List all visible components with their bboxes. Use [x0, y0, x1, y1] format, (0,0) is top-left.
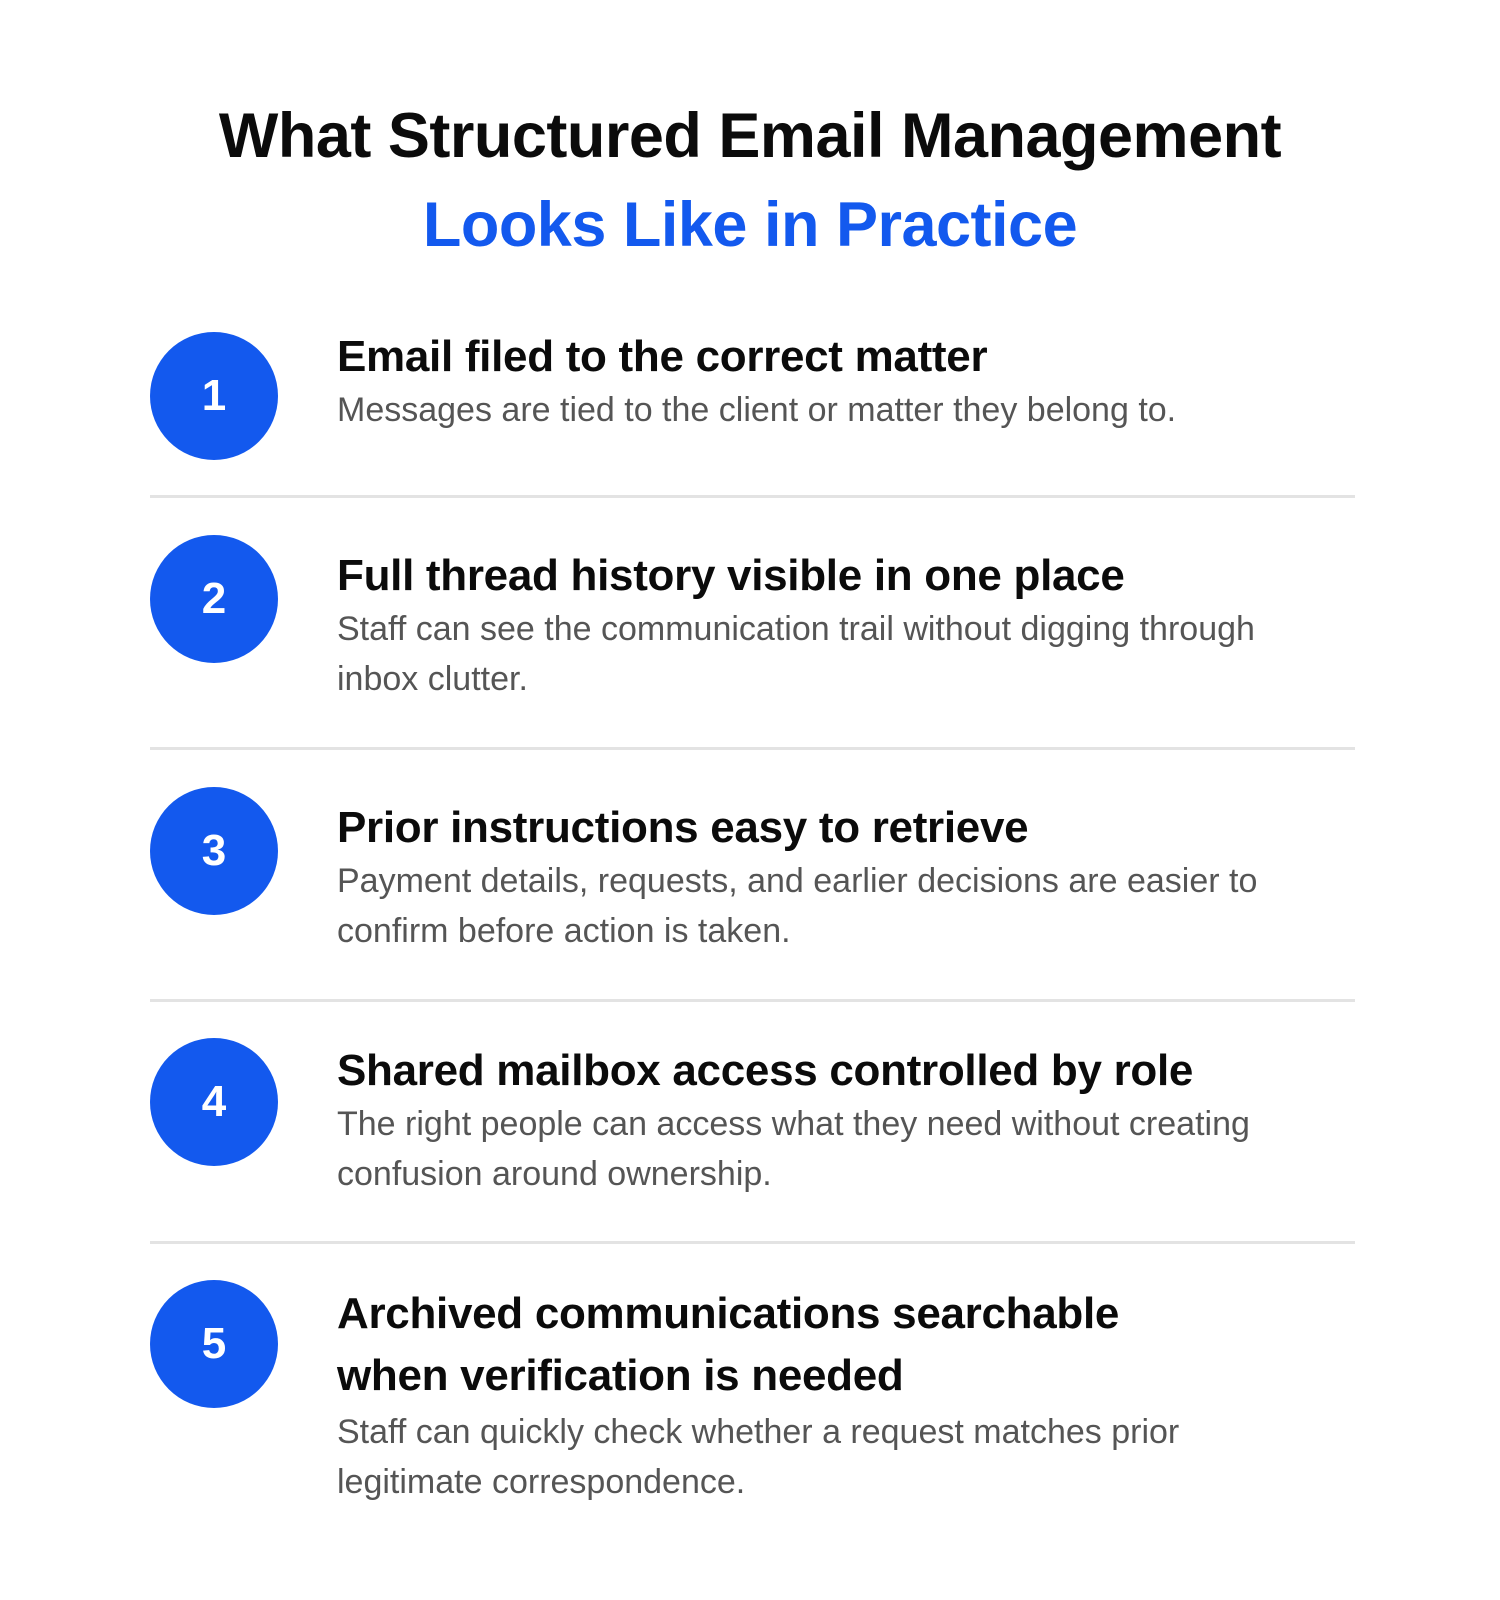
step-number-badge: 4	[150, 1038, 278, 1166]
item-description: Payment details, requests, and earlier decisions are easier to confirm before action is taken.	[337, 862, 1258, 950]
divider	[150, 495, 1355, 498]
step-number-badge: 5	[150, 1280, 278, 1408]
item-description: Messages are tied to the client or matter they belong to.	[337, 391, 1177, 429]
item-title: Shared mailbox access controlled by role	[337, 1046, 1194, 1095]
divider	[150, 747, 1355, 750]
step-number-badge: 2	[150, 535, 278, 663]
step-number-badge: 3	[150, 787, 278, 915]
item-description: Staff can see the communication trail without digging through inbox clutter.	[337, 610, 1255, 698]
page-title: What Structured Email Management	[218, 101, 1282, 171]
item-description: The right people can access what they need without creating confusion around ownership.	[337, 1105, 1250, 1193]
item-title: Archived communications searchable when verification is needed	[337, 1289, 1120, 1400]
item-title: Full thread history visible in one place	[337, 551, 1125, 600]
divider	[150, 1241, 1355, 1244]
item-title: Prior instructions easy to retrieve	[337, 803, 1029, 852]
item-description: Staff can quickly check whether a request matches prior legitimate correspondence.	[337, 1413, 1180, 1501]
page-subtitle: Looks Like in Practice	[422, 190, 1078, 260]
step-number-badge: 1	[150, 332, 278, 460]
item-title: Email filed to the correct matter	[337, 332, 988, 381]
divider	[150, 999, 1355, 1002]
